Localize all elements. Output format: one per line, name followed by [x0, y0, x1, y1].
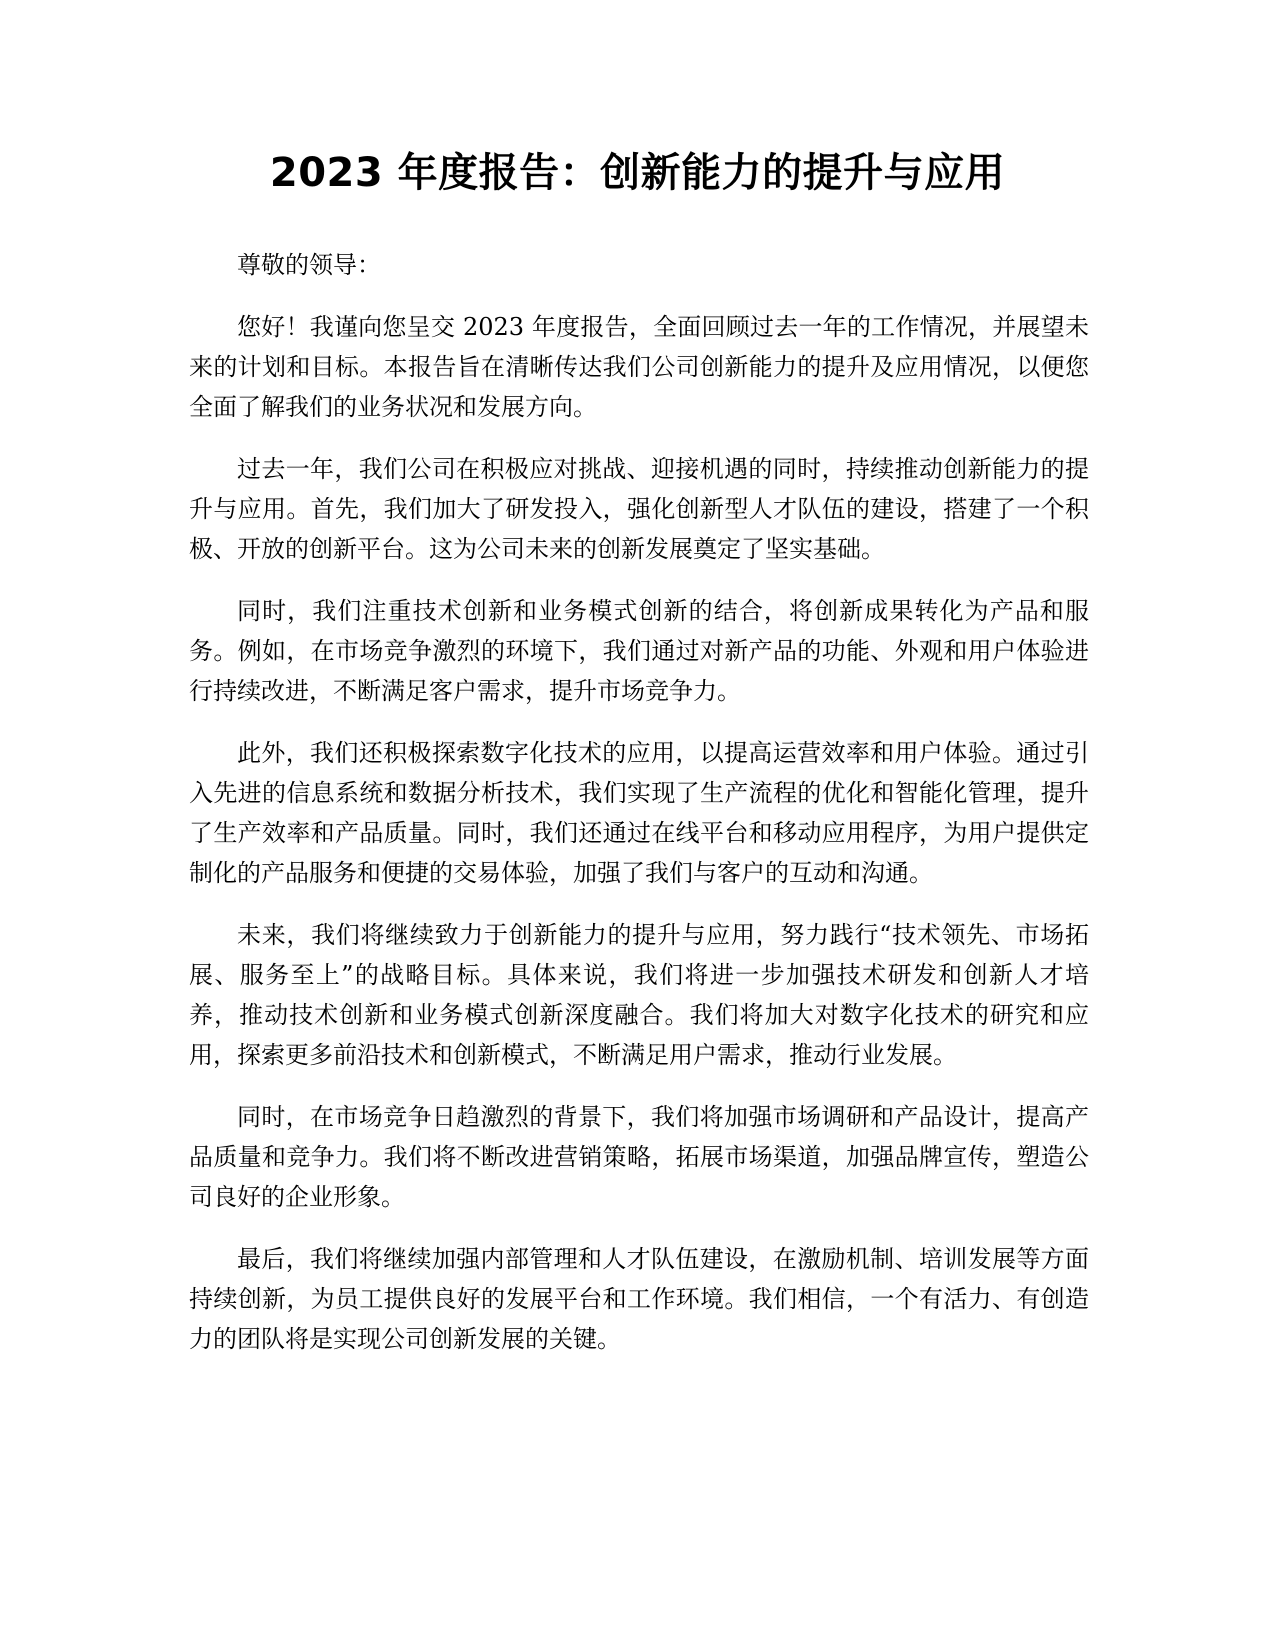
paragraph-greeting: 您好！我谨向您呈交 2023 年度报告，全面回顾过去一年的工作情况，并展望未来的计划和目标。本报告旨在清晰传达我们公司创新能力的提升及应用情况，以便您全面了解我们的业务状况和发展方向。	[189, 313, 1089, 421]
paragraph-innovation-combination: 同时，我们注重技术创新和业务模式创新的结合，将创新成果转化为产品和服务。例如，在市场竞争激烈的环境下，我们通过对新产品的功能、外观和用户体验进行持续改进，不断满足客户需求，提升市场竞争力。	[189, 597, 1089, 705]
paragraph-market: 同时，在市场竞争日趋激烈的背景下，我们将加强市场调研和产品设计，提高产品质量和竞争力。我们将不断改进营销策略，拓展市场渠道，加强品牌宣传，塑造公司良好的企业形象。	[189, 1103, 1089, 1211]
document-body	[189, 245, 1089, 1381]
salutation: 尊敬的领导：	[237, 251, 381, 279]
paragraph-past-year: 过去一年，我们公司在积极应对挑战、迎接机遇的同时，持续推动创新能力的提升与应用。首先，我们加大了研发投入，强化创新型人才队伍的建设，搭建了一个积极、开放的创新平台。这为公司未来的创新发展奠定了坚实基础。	[189, 455, 1089, 563]
document-title: 2023 年度报告：创新能力的提升与应用	[269, 150, 1006, 196]
paragraph-digitalization: 此外，我们还积极探索数字化技术的应用，以提高运营效率和用户体验。通过引入先进的信息系统和数据分析技术，我们实现了生产流程的优化和智能化管理，提升了生产效率和产品质量。同时，我们还通过在线平台和移动应用程序，为用户提供定制化的产品服务和便捷的交易体验，加强了我们与客户的互动和沟通。	[189, 739, 1089, 887]
paragraph-future-plans: 未来，我们将继续致力于创新能力的提升与应用，努力践行“技术领先、市场拓展、服务至上”的战略目标。具体来说，我们将进一步加强技术研发和创新人才培养，推动技术创新和业务模式创新深度融合。我们将加大对数字化技术的研究和应用，探索更多前沿技术和创新模式，不断满足用户需求，推动行业发展。	[189, 921, 1089, 1069]
paragraph-conclusion: 最后，我们将继续加强内部管理和人才队伍建设，在激励机制、培训发展等方面持续创新，为员工提供良好的发展平台和工作环境。我们相信，一个有活力、有创造力的团队将是实现公司创新发展的关键。	[189, 1245, 1089, 1353]
